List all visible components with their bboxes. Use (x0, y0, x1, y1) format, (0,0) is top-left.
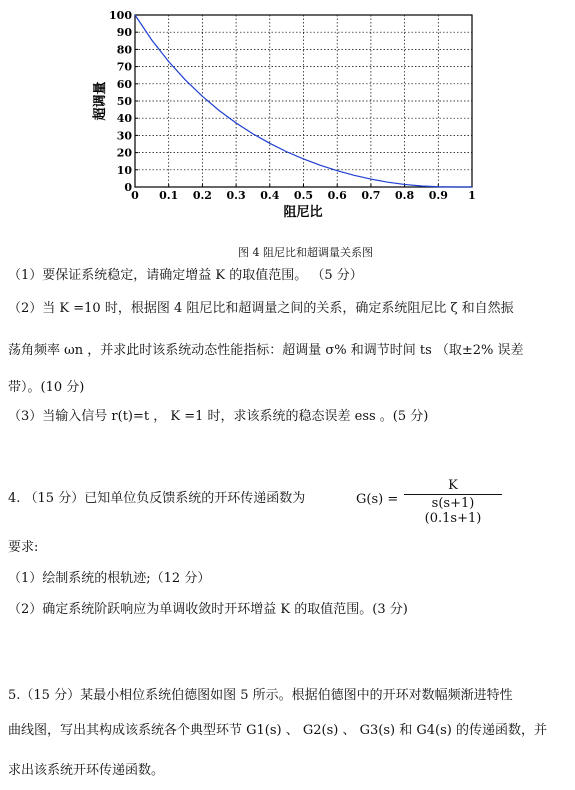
tf-denominator: s(s+1)(0.1s+1) (424, 496, 482, 526)
q4-part2: （2）确定系统阶跃响应为单调收敛时开环增益 K 的取值范围。(3 分) (8, 602, 408, 617)
y-tick-label: 20 (116, 146, 132, 160)
q3-part2-line3: 带）。(10 分) (8, 380, 85, 395)
y-tick-label: 70 (116, 60, 132, 74)
q3-part2-line1: （2）当 K =10 时，根据图 4 阻尼比和超调量之间的关系，确定系统阻尼比 ζ 和自然振 (8, 301, 514, 316)
y-axis-label: 超调量 (93, 81, 108, 121)
y-tick-label: 100 (109, 9, 132, 22)
q5-line1: 5.（15 分）某最小相位系统伯德图如图 5 所示。根据伯德图中的开环对数幅频渐进特性 (8, 688, 513, 703)
y-tick-label: 30 (116, 129, 132, 143)
q4-part1: （1）绘制系统的根轨迹;（12 分） (8, 571, 211, 586)
x-tick-label: 0 (131, 189, 139, 202)
overshoot-vs-damping-chart (0, 0, 575, 225)
y-tick-label: 90 (116, 26, 132, 40)
x-axis-label: 阻尼比 (283, 205, 323, 220)
y-tick-label: 60 (116, 77, 132, 91)
x-tick-label: 0.3 (226, 189, 246, 202)
q4-requirements-label: 要求: (8, 540, 39, 555)
q4-tf-lhs: G(s) = (356, 492, 399, 507)
x-tick-label: 0.8 (395, 189, 415, 202)
q4-transfer-function-fraction (404, 478, 502, 526)
y-tick-label: 10 (116, 163, 132, 177)
q5-line3: 求出该系统开环传递函数。 (8, 763, 165, 778)
x-tick-label: 0.4 (260, 189, 280, 202)
x-tick-label: 0.7 (361, 189, 381, 202)
y-tick-label: 40 (116, 112, 132, 126)
q3-part1: （1）要保证系统稳定，请确定增益 K 的取值范围。 （5 分） (8, 268, 363, 283)
x-tick-label: 1 (468, 189, 476, 202)
tf-numerator: K (448, 478, 458, 493)
q4-intro: 4. （15 分）已知单位负反馈系统的开环传递函数为 (8, 491, 306, 506)
q3-part3: （3）当输入信号 r(t)=t ， K =1 时，求该系统的稳态误差 ess 。(5 分) (8, 409, 429, 424)
figure-caption: 图 4 阻尼比和超调量关系图 (238, 246, 373, 259)
x-tick-label: 0.1 (159, 189, 179, 202)
y-tick-label: 80 (116, 43, 132, 57)
y-tick-label: 50 (116, 95, 132, 108)
x-tick-label: 0.9 (428, 189, 448, 202)
x-tick-label: 0.6 (327, 189, 347, 202)
y-tick-label: 0 (124, 181, 132, 194)
q5-line2: 曲线图，写出其构成该系统各个典型环节 G1(s) 、 G2(s) 、 G3(s) 和 G4(s) 的传递函数，并 (8, 723, 547, 738)
q3-part2-line2: 荡角频率 ωn ，并求此时该系统动态性能指标：超调量 σ% 和调节时间 ts （取±2% 误差 (8, 343, 524, 358)
x-tick-label: 0.5 (293, 189, 314, 202)
x-tick-label: 0.2 (192, 189, 212, 202)
